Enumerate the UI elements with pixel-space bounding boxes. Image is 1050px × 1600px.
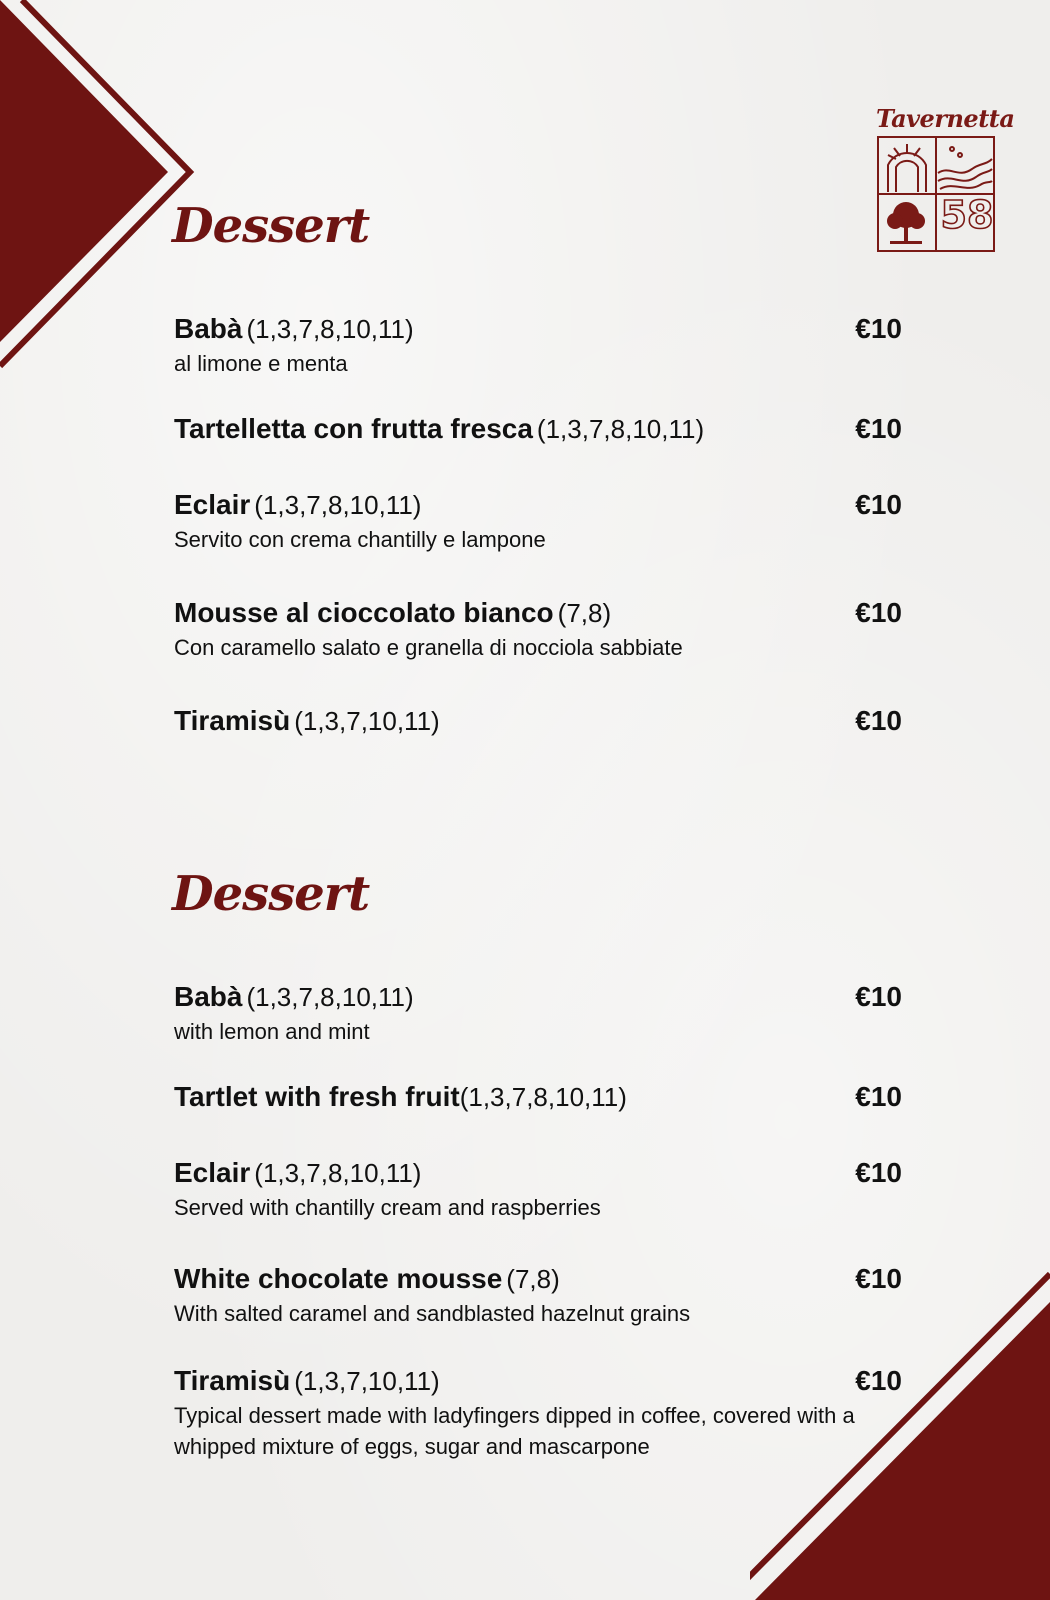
brand-name: Tavernetta (876, 104, 1015, 133)
menu-item (174, 980, 902, 1047)
item-description: Servito con crema chantilly e lampone (174, 527, 546, 552)
menu-item (174, 704, 902, 738)
brand-logo (876, 104, 1015, 258)
item-allergens: (1,3,7,8,10,11) (459, 1082, 627, 1112)
item-allergens: (1,3,7,10,11) (294, 706, 440, 736)
item-name: Babà (174, 981, 243, 1012)
item-price: €10 (855, 1081, 902, 1112)
item-allergens: (7,8) (557, 598, 612, 628)
item-name: Mousse al cioccolato bianco (174, 597, 554, 628)
item-price: €10 (855, 313, 902, 344)
item-description: al limone e menta (174, 351, 348, 376)
item-price: €10 (855, 1157, 902, 1188)
item-allergens: (1,3,7,8,10,11) (246, 314, 414, 344)
item-price: €10 (855, 981, 902, 1012)
item-name: White chocolate mousse (174, 1263, 503, 1294)
item-price: €10 (855, 1365, 902, 1396)
item-price: €10 (855, 705, 902, 736)
item-description: With salted caramel and sandblasted hazelnut grains (174, 1301, 691, 1326)
section-title: Dessert (172, 198, 370, 254)
item-description: Typical dessert made with ladyfingers dipped in coffee, covered with a whipped mixture of eggs, sugar and mascarpone (174, 1403, 855, 1459)
item-name: Eclair (174, 489, 251, 520)
item-allergens: (1,3,7,8,10,11) (254, 490, 422, 520)
item-allergens: (1,3,7,8,10,11) (254, 1158, 422, 1188)
menu-item (174, 312, 902, 379)
corner-triangle-decoration (0, 0, 200, 380)
item-allergens: (1,3,7,10,11) (294, 1366, 440, 1396)
item-description: with lemon and mint (174, 1019, 370, 1044)
item-allergens: (1,3,7,8,10,11) (246, 982, 414, 1012)
menu-item (174, 596, 902, 663)
menu-item (174, 412, 902, 446)
item-name: Tartelletta con frutta fresca (174, 413, 533, 444)
item-name: Eclair (174, 1157, 251, 1188)
menu-item (174, 488, 902, 555)
menu-item (174, 1080, 902, 1114)
item-price: €10 (855, 597, 902, 628)
item-name: Tartlet with fresh fruit (174, 1081, 460, 1112)
item-description: Served with chantilly cream and raspberries (174, 1195, 601, 1220)
brand-number: 58 (940, 193, 994, 237)
menu-item (174, 1156, 902, 1223)
item-description: Con caramello salato e granella di nocciola sabbiate (174, 635, 683, 660)
item-name: Tiramisù (174, 705, 291, 736)
item-price: €10 (855, 489, 902, 520)
item-price: €10 (855, 413, 902, 444)
item-name: Babà (174, 313, 243, 344)
section-title: Dessert (172, 866, 370, 922)
menu-item (174, 1364, 902, 1462)
menu-item (174, 1262, 902, 1329)
item-name: Tiramisù (174, 1365, 291, 1396)
item-allergens: (1,3,7,8,10,11) (536, 414, 705, 444)
item-allergens: (7,8) (506, 1264, 560, 1294)
item-price: €10 (855, 1263, 902, 1294)
